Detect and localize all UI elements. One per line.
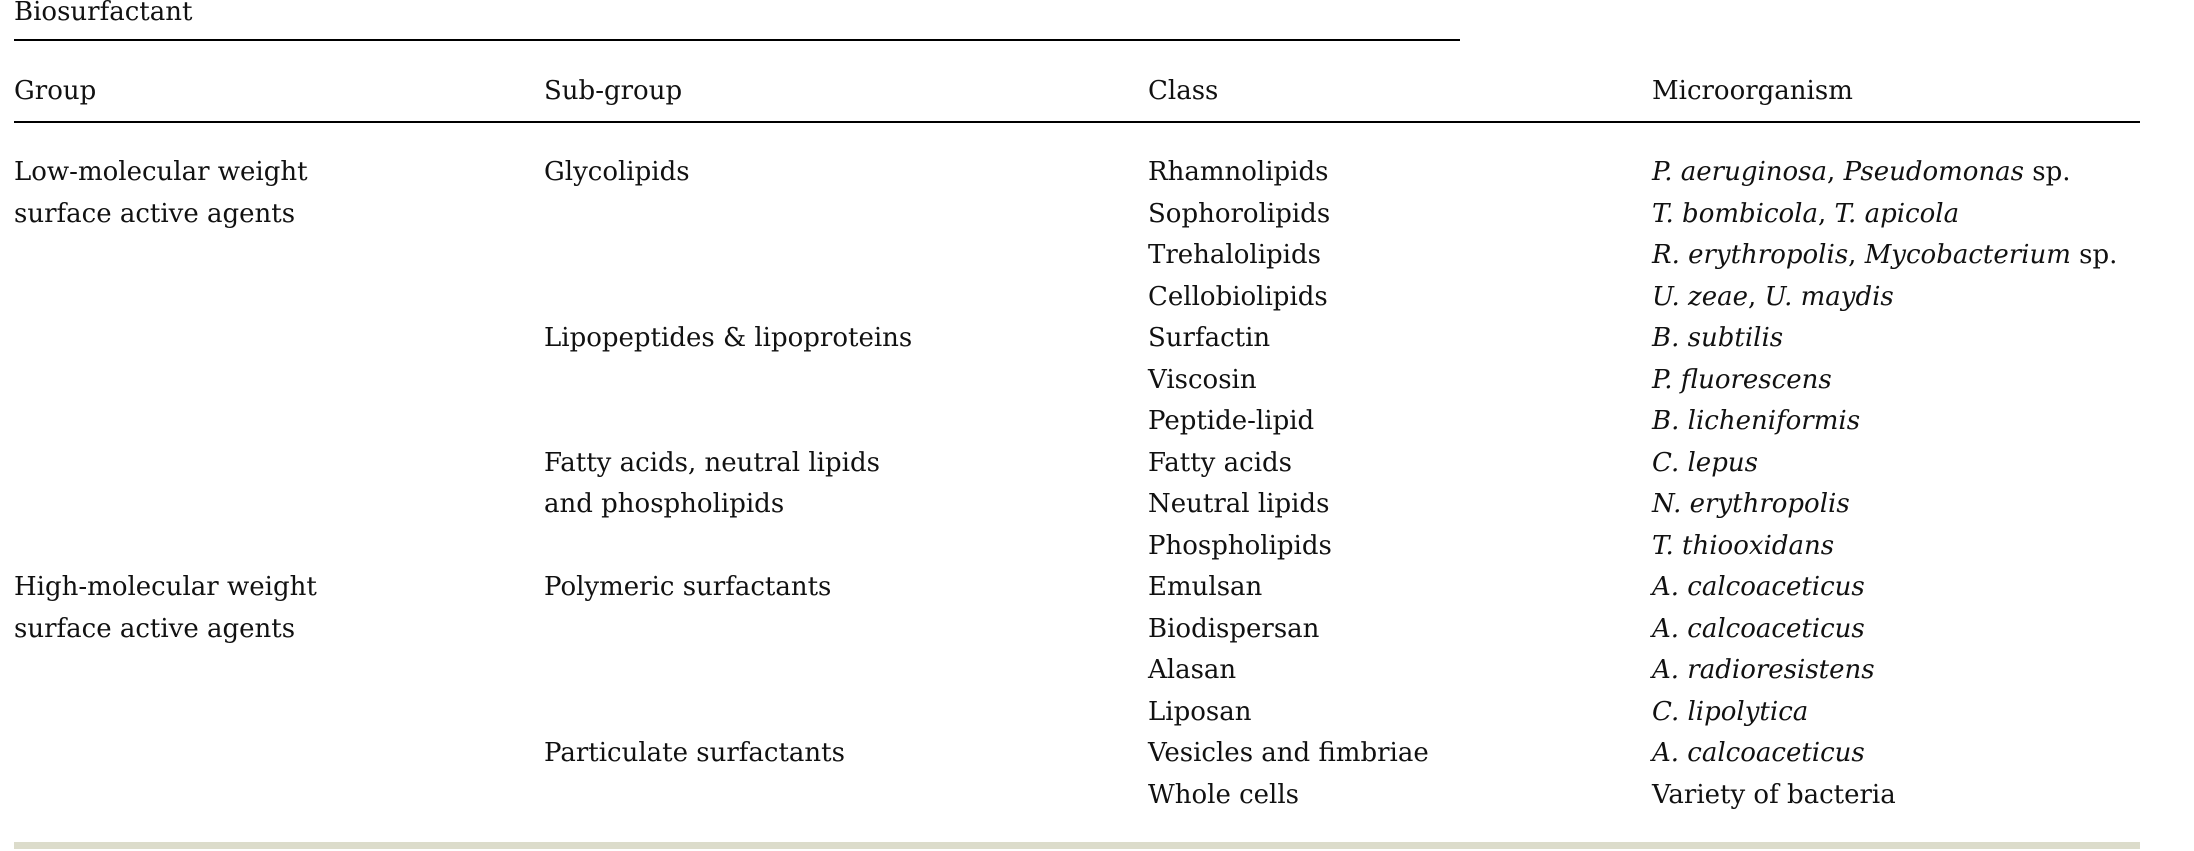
species-name: T. bombicola xyxy=(1652,198,1818,229)
sub-group-cell: Lipopeptides & lipoproteins xyxy=(544,323,913,353)
species-name: P. fluorescens xyxy=(1652,364,1832,395)
species-name: R. erythropolis xyxy=(1652,240,1849,270)
text-segment: Variety of bacteria xyxy=(1652,779,1896,810)
class-cell: Sophorolipids xyxy=(1148,198,1331,229)
class-cell: Emulsan xyxy=(1148,572,1263,602)
species-name: A. calcoaceticus xyxy=(1652,738,1865,768)
class-cell: Trehalolipids xyxy=(1148,240,1321,270)
microorganism-cell xyxy=(1652,194,1959,236)
group-cell: surface active agents xyxy=(14,198,296,229)
species-name: Pseudomonas xyxy=(1843,157,2025,187)
class-cell: Peptide-lipid xyxy=(1148,406,1315,436)
sub-group-cell: Fatty acids, neutral lipids xyxy=(544,447,880,478)
class-cell: Cellobiolipids xyxy=(1148,281,1328,312)
header-rule xyxy=(14,121,2140,123)
text-segment: , xyxy=(1748,281,1765,312)
microorganism-cell xyxy=(1652,484,1850,526)
microorganism-cell xyxy=(1652,567,1865,609)
group-cell: High-molecular weight xyxy=(14,572,317,602)
table-footer-bar xyxy=(14,842,2140,849)
header-class: Class xyxy=(1148,76,1219,106)
class-cell: Rhamnolipids xyxy=(1148,157,1329,187)
species-name: Mycobacterium xyxy=(1864,240,2071,270)
header-microorganism: Microorganism xyxy=(1652,76,1853,106)
microorganism-cell xyxy=(1652,692,1808,734)
microorganism-cell xyxy=(1652,360,1832,402)
species-name: B. licheniformis xyxy=(1652,406,1861,436)
text-segment: sp. xyxy=(2024,157,2071,187)
species-name: U. maydis xyxy=(1764,281,1894,312)
species-name: T. apicola xyxy=(1834,198,1960,229)
sub-group-cell: Polymeric surfactants xyxy=(544,572,832,602)
microorganism-cell xyxy=(1652,235,2117,277)
class-cell: Fatty acids xyxy=(1148,447,1292,478)
text-segment: , xyxy=(1827,157,1844,187)
microorganism-cell xyxy=(1652,152,2071,194)
microorganism-cell xyxy=(1652,277,1894,319)
species-name: P. aeruginosa xyxy=(1652,157,1828,187)
group-cell: surface active agents xyxy=(14,613,296,644)
species-name: B. subtilis xyxy=(1652,323,1784,353)
microorganism-cell xyxy=(1652,443,1758,485)
microorganism-cell xyxy=(1652,609,1865,651)
species-name: A. calcoaceticus xyxy=(1652,613,1865,644)
sub-group-cell: Particulate surfactants xyxy=(544,738,845,768)
class-cell: Neutral lipids xyxy=(1148,489,1330,519)
class-cell: Whole cells xyxy=(1148,779,1300,810)
microorganism-cell xyxy=(1652,526,1834,568)
species-name: A. radioresistens xyxy=(1652,655,1875,685)
microorganism-cell xyxy=(1652,775,1896,817)
species-name: T. thiooxidans xyxy=(1652,530,1835,561)
microorganism-cell xyxy=(1652,733,1865,775)
microorganism-cell xyxy=(1652,401,1860,443)
spanner-rule xyxy=(14,39,1460,41)
species-name: C. lipolytica xyxy=(1652,696,1809,727)
species-name: C. lepus xyxy=(1652,447,1758,478)
species-name: N. erythropolis xyxy=(1652,489,1850,519)
text-segment: , xyxy=(1848,240,1865,270)
class-cell: Viscosin xyxy=(1148,364,1257,395)
class-cell: Liposan xyxy=(1148,696,1252,727)
group-cell: Low-molecular weight xyxy=(14,157,308,187)
class-cell: Vesicles and fimbriae xyxy=(1148,738,1429,768)
header-group: Group xyxy=(14,76,97,106)
sub-group-cell: Glycolipids xyxy=(544,157,690,187)
sub-group-cell: and phospholipids xyxy=(544,489,785,519)
text-segment: , xyxy=(1818,198,1835,229)
header-sub-group: Sub-group xyxy=(544,76,683,106)
class-cell: Biodispersan xyxy=(1148,613,1320,644)
text-segment: sp. xyxy=(2070,240,2118,270)
species-name: A. calcoaceticus xyxy=(1652,572,1865,602)
species-name: U. zeae xyxy=(1652,281,1749,312)
microorganism-cell xyxy=(1652,318,1783,360)
class-cell: Alasan xyxy=(1148,655,1237,685)
class-cell: Phospholipids xyxy=(1148,530,1332,561)
class-cell: Surfactin xyxy=(1148,323,1271,353)
microorganism-cell xyxy=(1652,650,1875,692)
spanner-heading: Biosurfactant xyxy=(14,0,193,27)
